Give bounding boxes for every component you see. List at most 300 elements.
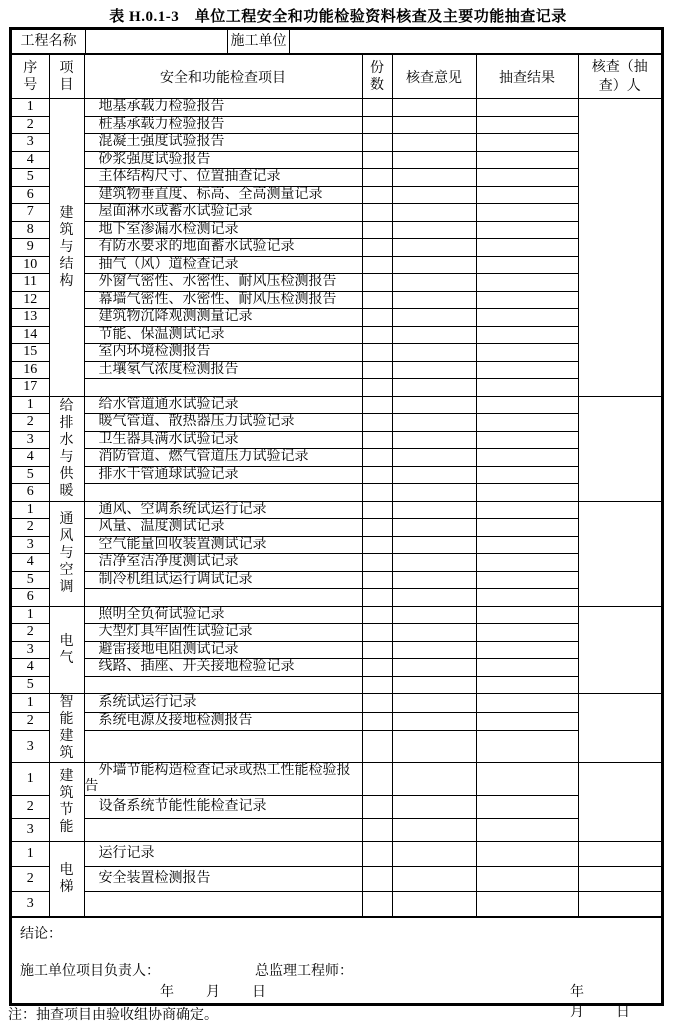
month-label: 月 bbox=[570, 1005, 584, 1020]
copies-cell bbox=[362, 151, 392, 169]
table-row bbox=[12, 606, 661, 624]
review-opinion-cell bbox=[392, 396, 476, 414]
day-label: 日 bbox=[616, 1005, 630, 1020]
row-number: 3 bbox=[12, 536, 49, 554]
spot-check-result-cell bbox=[476, 221, 578, 239]
form-title: 表 H.0.1-3 单位工程安全和功能检验资料核查及主要功能抽查记录 bbox=[109, 9, 567, 25]
review-opinion-cell bbox=[392, 134, 476, 152]
row-number: 2 bbox=[12, 116, 49, 134]
spot-check-result-cell bbox=[476, 274, 578, 292]
copies-cell bbox=[362, 256, 392, 274]
copies-cell bbox=[362, 344, 392, 362]
copies-cell bbox=[362, 819, 392, 842]
review-opinion-cell bbox=[392, 221, 476, 239]
review-opinion-cell bbox=[392, 842, 476, 867]
spot-check-result-cell bbox=[476, 731, 578, 763]
item-name bbox=[84, 589, 362, 607]
info-row bbox=[12, 30, 661, 54]
inspection-table bbox=[12, 54, 661, 917]
col-header-copies: 份数 bbox=[362, 55, 392, 99]
table-row bbox=[12, 291, 661, 309]
row-number: 2 bbox=[12, 867, 49, 892]
review-opinion-cell bbox=[392, 694, 476, 713]
review-opinion-cell bbox=[392, 763, 476, 796]
month-label: 月 bbox=[206, 985, 220, 1000]
table-row bbox=[12, 571, 661, 589]
table-row bbox=[12, 484, 661, 502]
row-number: 14 bbox=[12, 326, 49, 344]
row-number: 3 bbox=[12, 731, 49, 763]
day-label: 日 bbox=[252, 985, 266, 1000]
table-row bbox=[12, 99, 661, 117]
spot-check-result-cell bbox=[476, 291, 578, 309]
item-name bbox=[84, 819, 362, 842]
table-row bbox=[12, 842, 661, 867]
row-number: 8 bbox=[12, 221, 49, 239]
item-name: 照明全负荷试验记录 bbox=[84, 606, 362, 624]
spot-check-result-cell bbox=[476, 466, 578, 484]
copies-cell bbox=[362, 204, 392, 222]
copies-cell bbox=[362, 169, 392, 187]
row-number: 1 bbox=[12, 694, 49, 713]
footnote: 注：抽查项目由验收组协商确定。 bbox=[8, 1008, 218, 1023]
review-opinion-cell bbox=[392, 361, 476, 379]
col-header-spot-check-result: 抽查结果 bbox=[476, 55, 578, 99]
copies-cell bbox=[362, 221, 392, 239]
item-name: 砂浆强度试验报告 bbox=[84, 151, 362, 169]
review-opinion-cell bbox=[392, 379, 476, 397]
section bbox=[12, 763, 661, 842]
col-header-category: 项目 bbox=[49, 55, 84, 99]
item-name bbox=[84, 379, 362, 397]
table-row bbox=[12, 274, 661, 292]
construction-signer-label: 施工单位项目负责人： bbox=[20, 964, 160, 979]
review-opinion-cell bbox=[392, 867, 476, 892]
item-name: 外窗气密性、水密性、耐风压检测报告 bbox=[84, 274, 362, 292]
checker-cell bbox=[578, 867, 661, 892]
review-opinion-cell bbox=[392, 99, 476, 117]
table-row bbox=[12, 344, 661, 362]
review-opinion-cell bbox=[392, 641, 476, 659]
copies-cell bbox=[362, 536, 392, 554]
col-header-checker: 核查（抽查）人 bbox=[578, 55, 661, 99]
section bbox=[12, 99, 661, 397]
year-label: 年 bbox=[160, 985, 174, 1000]
row-number: 4 bbox=[12, 554, 49, 572]
category-label bbox=[49, 842, 84, 917]
copies-cell bbox=[362, 606, 392, 624]
category-text: 通风与空调 bbox=[59, 512, 74, 595]
row-number: 4 bbox=[12, 151, 49, 169]
table-row bbox=[12, 414, 661, 432]
copies-cell bbox=[362, 239, 392, 257]
spot-check-result-cell bbox=[476, 151, 578, 169]
copies-cell bbox=[362, 571, 392, 589]
review-opinion-cell bbox=[392, 554, 476, 572]
item-name: 室内环境检测报告 bbox=[84, 344, 362, 362]
category-text: 建筑与结构 bbox=[59, 205, 74, 289]
item-name: 系统试运行记录 bbox=[84, 694, 362, 713]
spot-check-result-cell bbox=[476, 186, 578, 204]
checker-cell bbox=[578, 99, 661, 397]
item-name: 建筑物垂直度、标高、全高测量记录 bbox=[84, 186, 362, 204]
row-number: 1 bbox=[12, 763, 49, 796]
row-number: 2 bbox=[12, 414, 49, 432]
row-number: 15 bbox=[12, 344, 49, 362]
project-name-label: 工程名称 bbox=[12, 30, 86, 53]
row-number: 3 bbox=[12, 641, 49, 659]
review-opinion-cell bbox=[392, 204, 476, 222]
table-row bbox=[12, 536, 661, 554]
year-label: 年 bbox=[570, 985, 584, 1000]
item-name: 线路、插座、开关接地检验记录 bbox=[84, 659, 362, 677]
table-row bbox=[12, 134, 661, 152]
table-row bbox=[12, 326, 661, 344]
row-number: 2 bbox=[12, 712, 49, 731]
row-number: 3 bbox=[12, 892, 49, 917]
review-opinion-cell bbox=[392, 274, 476, 292]
copies-cell bbox=[362, 867, 392, 892]
spot-check-result-cell bbox=[476, 589, 578, 607]
table-row bbox=[12, 589, 661, 607]
item-name: 外墙节能构造检查记录或热工性能检验报告 bbox=[84, 763, 362, 796]
table-row bbox=[12, 519, 661, 537]
item-name: 屋面淋水或蓄水试验记录 bbox=[84, 204, 362, 222]
review-opinion-cell bbox=[392, 501, 476, 519]
copies-cell bbox=[362, 99, 392, 117]
spot-check-result-cell bbox=[476, 396, 578, 414]
copies-cell bbox=[362, 589, 392, 607]
table-row bbox=[12, 501, 661, 519]
copies-cell bbox=[362, 484, 392, 502]
row-number: 4 bbox=[12, 449, 49, 467]
category-label bbox=[49, 501, 84, 606]
spot-check-result-cell bbox=[476, 134, 578, 152]
table-row bbox=[12, 431, 661, 449]
item-name: 混凝土强度试验报告 bbox=[84, 134, 362, 152]
copies-cell bbox=[362, 641, 392, 659]
item-name bbox=[84, 731, 362, 763]
column-header-row bbox=[12, 55, 661, 99]
col-header-review-opinion: 核查意见 bbox=[392, 55, 476, 99]
spot-check-result-cell bbox=[476, 449, 578, 467]
item-name bbox=[84, 892, 362, 917]
spot-check-result-cell bbox=[476, 694, 578, 713]
project-name-value bbox=[86, 30, 228, 53]
copies-cell bbox=[362, 659, 392, 677]
row-number: 2 bbox=[12, 519, 49, 537]
table-row bbox=[12, 641, 661, 659]
spot-check-result-cell bbox=[476, 641, 578, 659]
row-number: 6 bbox=[12, 589, 49, 607]
review-opinion-cell bbox=[392, 484, 476, 502]
item-name: 暖气管道、散热器压力试验记录 bbox=[84, 414, 362, 432]
item-name: 地下室渗漏水检测记录 bbox=[84, 221, 362, 239]
table-row bbox=[12, 712, 661, 731]
conclusion-label: 结论： bbox=[20, 927, 62, 942]
spot-check-result-cell bbox=[476, 431, 578, 449]
row-number: 3 bbox=[12, 431, 49, 449]
item-name bbox=[84, 484, 362, 502]
copies-cell bbox=[362, 396, 392, 414]
table-row bbox=[12, 466, 661, 484]
section bbox=[12, 694, 661, 763]
checker-cell bbox=[578, 501, 661, 606]
supervisor-signer-label: 总监理工程师： bbox=[255, 964, 353, 979]
spot-check-result-cell bbox=[476, 256, 578, 274]
category-label bbox=[49, 694, 84, 763]
table-row bbox=[12, 204, 661, 222]
category-label bbox=[49, 606, 84, 694]
checker-cell bbox=[578, 606, 661, 694]
table-row bbox=[12, 867, 661, 892]
review-opinion-cell bbox=[392, 712, 476, 731]
table-row bbox=[12, 676, 661, 694]
copies-cell bbox=[362, 134, 392, 152]
copies-cell bbox=[362, 624, 392, 642]
copies-cell bbox=[362, 554, 392, 572]
copies-cell bbox=[362, 291, 392, 309]
copies-cell bbox=[362, 186, 392, 204]
spot-check-result-cell bbox=[476, 501, 578, 519]
review-opinion-cell bbox=[392, 309, 476, 327]
review-opinion-cell bbox=[392, 519, 476, 537]
checker-cell bbox=[578, 763, 661, 842]
table-row bbox=[12, 449, 661, 467]
copies-cell bbox=[362, 274, 392, 292]
review-opinion-cell bbox=[392, 291, 476, 309]
table-row bbox=[12, 892, 661, 917]
item-name: 卫生器具满水试验记录 bbox=[84, 431, 362, 449]
section bbox=[12, 396, 661, 501]
col-header-item: 安全和功能检查项目 bbox=[84, 55, 362, 99]
table-row bbox=[12, 169, 661, 187]
row-number: 16 bbox=[12, 361, 49, 379]
spot-check-result-cell bbox=[476, 484, 578, 502]
date-line-construction bbox=[160, 981, 266, 1001]
row-number: 3 bbox=[12, 819, 49, 842]
spot-check-result-cell bbox=[476, 536, 578, 554]
item-name: 排水干管通球试验记录 bbox=[84, 466, 362, 484]
spot-check-result-cell bbox=[476, 819, 578, 842]
table-row bbox=[12, 116, 661, 134]
review-opinion-cell bbox=[392, 536, 476, 554]
item-name: 有防水要求的地面蓄水试验记录 bbox=[84, 239, 362, 257]
copies-cell bbox=[362, 796, 392, 819]
review-opinion-cell bbox=[392, 151, 476, 169]
table-row bbox=[12, 256, 661, 274]
copies-cell bbox=[362, 892, 392, 917]
category-label bbox=[49, 763, 84, 842]
review-opinion-cell bbox=[392, 116, 476, 134]
row-number: 9 bbox=[12, 239, 49, 257]
spot-check-result-cell bbox=[476, 309, 578, 327]
category-text: 电梯 bbox=[59, 863, 74, 895]
copies-cell bbox=[362, 449, 392, 467]
review-opinion-cell bbox=[392, 326, 476, 344]
table-row bbox=[12, 694, 661, 713]
copies-cell bbox=[362, 501, 392, 519]
table-row bbox=[12, 763, 661, 796]
review-opinion-cell bbox=[392, 186, 476, 204]
item-name: 主体结构尺寸、位置抽查记录 bbox=[84, 169, 362, 187]
row-number: 5 bbox=[12, 169, 49, 187]
category-label bbox=[49, 99, 84, 397]
review-opinion-cell bbox=[392, 624, 476, 642]
category-text: 智能建筑 bbox=[59, 695, 74, 761]
review-opinion-cell bbox=[392, 344, 476, 362]
spot-check-result-cell bbox=[476, 659, 578, 677]
review-opinion-cell bbox=[392, 589, 476, 607]
category-label bbox=[49, 396, 84, 501]
copies-cell bbox=[362, 842, 392, 867]
spot-check-result-cell bbox=[476, 554, 578, 572]
item-name: 空气能量回收装置测试记录 bbox=[84, 536, 362, 554]
table-row bbox=[12, 554, 661, 572]
copies-cell bbox=[362, 676, 392, 694]
copies-cell bbox=[362, 116, 392, 134]
category-text: 电气 bbox=[59, 633, 74, 666]
table-row bbox=[12, 361, 661, 379]
copies-cell bbox=[362, 431, 392, 449]
row-number: 2 bbox=[12, 624, 49, 642]
category-text: 建筑节能 bbox=[59, 769, 74, 835]
checker-cell bbox=[578, 694, 661, 763]
table-row bbox=[12, 396, 661, 414]
row-number: 3 bbox=[12, 134, 49, 152]
copies-cell bbox=[362, 712, 392, 731]
table-row bbox=[12, 796, 661, 819]
copies-cell bbox=[362, 326, 392, 344]
review-opinion-cell bbox=[392, 414, 476, 432]
review-opinion-cell bbox=[392, 571, 476, 589]
table-row bbox=[12, 659, 661, 677]
spot-check-result-cell bbox=[476, 169, 578, 187]
spot-check-result-cell bbox=[476, 344, 578, 362]
row-number: 1 bbox=[12, 99, 49, 117]
spot-check-result-cell bbox=[476, 763, 578, 796]
row-number: 5 bbox=[12, 466, 49, 484]
item-name: 安全装置检测报告 bbox=[84, 867, 362, 892]
item-name: 通风、空调系统试运行记录 bbox=[84, 501, 362, 519]
construction-unit-label: 施工单位 bbox=[228, 30, 290, 53]
table-row bbox=[12, 221, 661, 239]
row-number: 5 bbox=[12, 676, 49, 694]
item-name: 幕墙气密性、水密性、耐风压检测报告 bbox=[84, 291, 362, 309]
construction-unit-value bbox=[290, 30, 661, 53]
table-row bbox=[12, 151, 661, 169]
col-header-seq: 序号 bbox=[12, 55, 49, 99]
review-opinion-cell bbox=[392, 256, 476, 274]
spot-check-result-cell bbox=[476, 867, 578, 892]
row-number: 1 bbox=[12, 842, 49, 867]
spot-check-result-cell bbox=[476, 204, 578, 222]
table-row bbox=[12, 309, 661, 327]
item-name: 运行记录 bbox=[84, 842, 362, 867]
spot-check-result-cell bbox=[476, 116, 578, 134]
spot-check-result-cell bbox=[476, 326, 578, 344]
checker-cell bbox=[578, 892, 661, 917]
section bbox=[12, 842, 661, 917]
review-opinion-cell bbox=[392, 676, 476, 694]
row-number: 12 bbox=[12, 291, 49, 309]
table-row bbox=[12, 819, 661, 842]
copies-cell bbox=[362, 466, 392, 484]
row-number: 13 bbox=[12, 309, 49, 327]
item-name: 系统电源及接地检测报告 bbox=[84, 712, 362, 731]
spot-check-result-cell bbox=[476, 624, 578, 642]
row-number: 7 bbox=[12, 204, 49, 222]
review-opinion-cell bbox=[392, 169, 476, 187]
row-number: 11 bbox=[12, 274, 49, 292]
item-name: 洁净室洁净度测试记录 bbox=[84, 554, 362, 572]
review-opinion-cell bbox=[392, 466, 476, 484]
table-row bbox=[12, 186, 661, 204]
review-opinion-cell bbox=[392, 796, 476, 819]
spot-check-result-cell bbox=[476, 892, 578, 917]
review-opinion-cell bbox=[392, 449, 476, 467]
spot-check-result-cell bbox=[476, 379, 578, 397]
copies-cell bbox=[362, 414, 392, 432]
item-name: 地基承载力检验报告 bbox=[84, 99, 362, 117]
checker-cell bbox=[578, 842, 661, 867]
review-opinion-cell bbox=[392, 431, 476, 449]
spot-check-result-cell bbox=[476, 239, 578, 257]
category-text: 给排水与供暖 bbox=[59, 398, 74, 499]
row-number: 1 bbox=[12, 396, 49, 414]
copies-cell bbox=[362, 519, 392, 537]
row-number: 6 bbox=[12, 484, 49, 502]
item-name: 节能、保温测试记录 bbox=[84, 326, 362, 344]
item-name bbox=[84, 676, 362, 694]
table-row bbox=[12, 379, 661, 397]
item-name: 大型灯具牢固性试验记录 bbox=[84, 624, 362, 642]
row-number: 17 bbox=[12, 379, 49, 397]
row-number: 1 bbox=[12, 606, 49, 624]
item-name: 消防管道、燃气管道压力试验记录 bbox=[84, 449, 362, 467]
date-line-supervisor bbox=[570, 981, 661, 1021]
copies-cell bbox=[362, 731, 392, 763]
item-name: 桩基承载力检验报告 bbox=[84, 116, 362, 134]
item-name: 风量、温度测试记录 bbox=[84, 519, 362, 537]
review-opinion-cell bbox=[392, 731, 476, 763]
table-row bbox=[12, 624, 661, 642]
review-opinion-cell bbox=[392, 606, 476, 624]
section bbox=[12, 501, 661, 606]
spot-check-result-cell bbox=[476, 361, 578, 379]
spot-check-result-cell bbox=[476, 796, 578, 819]
section bbox=[12, 606, 661, 694]
item-name: 给水管道通水试验记录 bbox=[84, 396, 362, 414]
table-row bbox=[12, 731, 661, 763]
row-number: 2 bbox=[12, 796, 49, 819]
spot-check-result-cell bbox=[476, 606, 578, 624]
spot-check-result-cell bbox=[476, 414, 578, 432]
row-number: 1 bbox=[12, 501, 49, 519]
item-name: 抽气（风）道检查记录 bbox=[84, 256, 362, 274]
copies-cell bbox=[362, 309, 392, 327]
item-name: 设备系统节能性能检查记录 bbox=[84, 796, 362, 819]
copies-cell bbox=[362, 763, 392, 796]
spot-check-result-cell bbox=[476, 519, 578, 537]
row-number: 5 bbox=[12, 571, 49, 589]
review-opinion-cell bbox=[392, 659, 476, 677]
row-number: 6 bbox=[12, 186, 49, 204]
row-number: 4 bbox=[12, 659, 49, 677]
copies-cell bbox=[362, 694, 392, 713]
spot-check-result-cell bbox=[476, 676, 578, 694]
row-number: 10 bbox=[12, 256, 49, 274]
